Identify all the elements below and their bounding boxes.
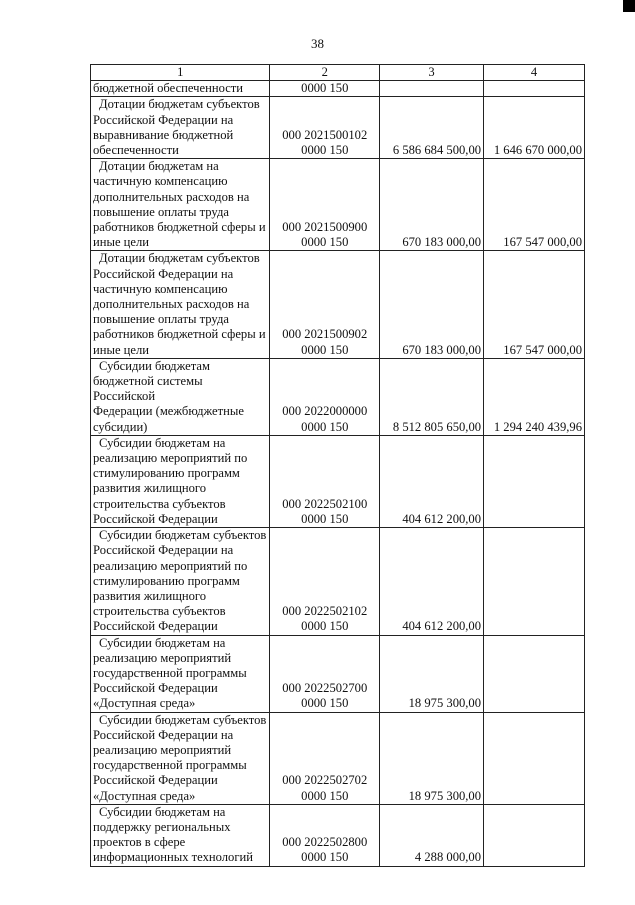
budget-code-line: 0000 150 xyxy=(301,511,349,526)
budget-code xyxy=(270,435,380,527)
budget-code xyxy=(270,635,380,712)
description-line: дополнительных расходов на xyxy=(93,189,250,204)
description-line: выравнивание бюджетной xyxy=(93,127,234,142)
description-line: государственной программы xyxy=(93,758,247,773)
amount-column-3: 18 975 300,00 xyxy=(380,635,484,712)
amount-column-4: 167 547 000,00 xyxy=(484,159,585,251)
description-line: развития жилищного xyxy=(93,481,207,496)
description-line: субсидии) xyxy=(93,419,148,434)
description-line: «Доступная среда» xyxy=(93,788,196,803)
budget-code-line: 0000 150 xyxy=(301,342,349,357)
budget-code-line: 000 2022502702 xyxy=(282,773,368,788)
table-row xyxy=(91,251,585,358)
amount-column-4 xyxy=(484,712,585,804)
budget-code xyxy=(270,358,380,435)
budget-code xyxy=(270,528,380,635)
budget-code xyxy=(270,251,380,358)
description-line: Российской Федерации xyxy=(93,773,218,788)
amount-column-3: 18 975 300,00 xyxy=(380,712,484,804)
description-line: проектов в сфере xyxy=(93,835,186,850)
table-row xyxy=(91,528,585,635)
description-line: Субсидии бюджетам xyxy=(99,358,210,373)
description-line: Субсидии бюджетам на xyxy=(99,804,226,819)
row-description xyxy=(91,712,270,804)
row-description xyxy=(91,97,270,159)
table-row xyxy=(91,81,585,97)
budget-code xyxy=(270,712,380,804)
description-line: Дотации бюджетам на xyxy=(99,159,219,174)
budget-code xyxy=(270,81,380,97)
budget-code-line: 000 2022502700 xyxy=(282,681,368,696)
description-line: Российской Федерации на xyxy=(93,266,234,281)
table-row xyxy=(91,159,585,251)
amount-column-3: 8 512 805 650,00 xyxy=(380,358,484,435)
description-line: строительства субъектов xyxy=(93,496,226,511)
column-header: 2 xyxy=(270,65,380,81)
budget-code xyxy=(270,804,380,866)
description-line: «Доступная среда» xyxy=(93,696,196,711)
description-line: Субсидии бюджетам на xyxy=(99,435,226,450)
table-row xyxy=(91,435,585,527)
budget-code xyxy=(270,97,380,159)
description-line: бюджетной системы Российской xyxy=(93,374,203,404)
description-line: Российской Федерации xyxy=(93,681,218,696)
scan-corner-mark xyxy=(623,0,635,12)
description-line: иные цели xyxy=(93,342,150,357)
budget-code xyxy=(270,159,380,251)
description-line: повышение оплаты труда xyxy=(93,204,229,219)
row-description xyxy=(91,804,270,866)
amount-column-4 xyxy=(484,81,585,97)
description-line: дополнительных расходов на xyxy=(93,297,250,312)
description-line: реализацию мероприятий xyxy=(93,650,232,665)
column-header: 1 xyxy=(91,65,270,81)
budget-code-line: 0000 150 xyxy=(301,419,349,434)
table-row xyxy=(91,358,585,435)
budget-code-line: 0000 150 xyxy=(301,235,349,250)
description-line: строительства субъектов xyxy=(93,604,226,619)
table-row xyxy=(91,97,585,159)
budget-code-line: 0000 150 xyxy=(301,143,349,158)
budget-code-line: 000 2022502100 xyxy=(282,496,368,511)
description-line: работников бюджетной сферы и xyxy=(93,220,266,235)
row-description xyxy=(91,635,270,712)
amount-column-4: 1 646 670 000,00 xyxy=(484,97,585,159)
description-line: реализацию мероприятий xyxy=(93,742,232,757)
description-line: Российской Федерации xyxy=(93,511,218,526)
description-line: Российской Федерации xyxy=(93,619,218,634)
description-line: Российской Федерации на xyxy=(93,543,234,558)
column-header: 3 xyxy=(380,65,484,81)
description-line: Субсидии бюджетам на xyxy=(99,635,226,650)
amount-column-3: 4 288 000,00 xyxy=(380,804,484,866)
amount-column-3: 670 183 000,00 xyxy=(380,251,484,358)
description-line: Субсидии бюджетам субъектов xyxy=(99,528,267,543)
row-description xyxy=(91,358,270,435)
amount-column-4 xyxy=(484,528,585,635)
description-line: информационных технологий xyxy=(93,850,253,865)
amount-column-4 xyxy=(484,635,585,712)
table-row xyxy=(91,804,585,866)
row-description xyxy=(91,251,270,358)
budget-code-line: 000 2021500902 xyxy=(282,327,368,342)
description-line: государственной программы xyxy=(93,665,247,680)
budget-code-line: 0000 150 xyxy=(301,850,349,865)
budget-code-line: 0000 150 xyxy=(301,788,349,803)
budget-code-line: 0000 150 xyxy=(301,619,349,634)
budget-code-line: 000 2022502102 xyxy=(282,604,368,619)
budget-code-line: 0000 150 xyxy=(301,696,349,711)
description-line: иные цели xyxy=(93,235,150,250)
budget-code-line: 000 2021500900 xyxy=(282,220,368,235)
description-line: Субсидии бюджетам субъектов xyxy=(99,712,267,727)
amount-column-4 xyxy=(484,804,585,866)
description-line: частичную компенсацию xyxy=(93,174,228,189)
column-header: 4 xyxy=(484,65,585,81)
row-description xyxy=(91,435,270,527)
budget-code-line: 000 2021500102 xyxy=(282,127,368,142)
description-line: частичную компенсацию xyxy=(93,281,228,296)
description-line: работников бюджетной сферы и xyxy=(93,327,266,342)
amount-column-3 xyxy=(380,81,484,97)
description-line: повышение оплаты труда xyxy=(93,312,229,327)
amount-column-3: 670 183 000,00 xyxy=(380,159,484,251)
row-description xyxy=(91,159,270,251)
page-number: 38 xyxy=(311,36,324,51)
amount-column-4 xyxy=(484,435,585,527)
amount-column-4: 167 547 000,00 xyxy=(484,251,585,358)
description-line: обеспеченности xyxy=(93,143,179,158)
amount-column-3: 404 612 200,00 xyxy=(380,435,484,527)
description-line: стимулированию программ xyxy=(93,573,240,588)
description-line: Дотации бюджетам субъектов xyxy=(99,97,260,112)
row-description xyxy=(91,528,270,635)
description-line: развития жилищного xyxy=(93,588,207,603)
description-line: бюджетной обеспеченности xyxy=(93,81,244,96)
budget-table xyxy=(90,64,585,867)
amount-column-3: 404 612 200,00 xyxy=(380,528,484,635)
description-line: реализацию мероприятий по xyxy=(93,558,248,573)
row-description xyxy=(91,81,270,97)
description-line: Российской Федерации на xyxy=(93,112,234,127)
description-line: Российской Федерации на xyxy=(93,727,234,742)
table-row xyxy=(91,712,585,804)
description-line: стимулированию программ xyxy=(93,466,240,481)
table-row xyxy=(91,635,585,712)
description-line: поддержку региональных xyxy=(93,819,231,834)
amount-column-4: 1 294 240 439,96 xyxy=(484,358,585,435)
table-header-row xyxy=(91,65,585,81)
description-line: Федерации (межбюджетные xyxy=(93,404,244,419)
description-line: Дотации бюджетам субъектов xyxy=(99,251,260,266)
amount-column-3: 6 586 684 500,00 xyxy=(380,97,484,159)
budget-code-line: 000 2022000000 xyxy=(282,404,368,419)
description-line: реализацию мероприятий по xyxy=(93,451,248,466)
budget-code-line: 000 2022502800 xyxy=(282,835,368,850)
budget-code-line: 0000 150 xyxy=(301,81,349,96)
